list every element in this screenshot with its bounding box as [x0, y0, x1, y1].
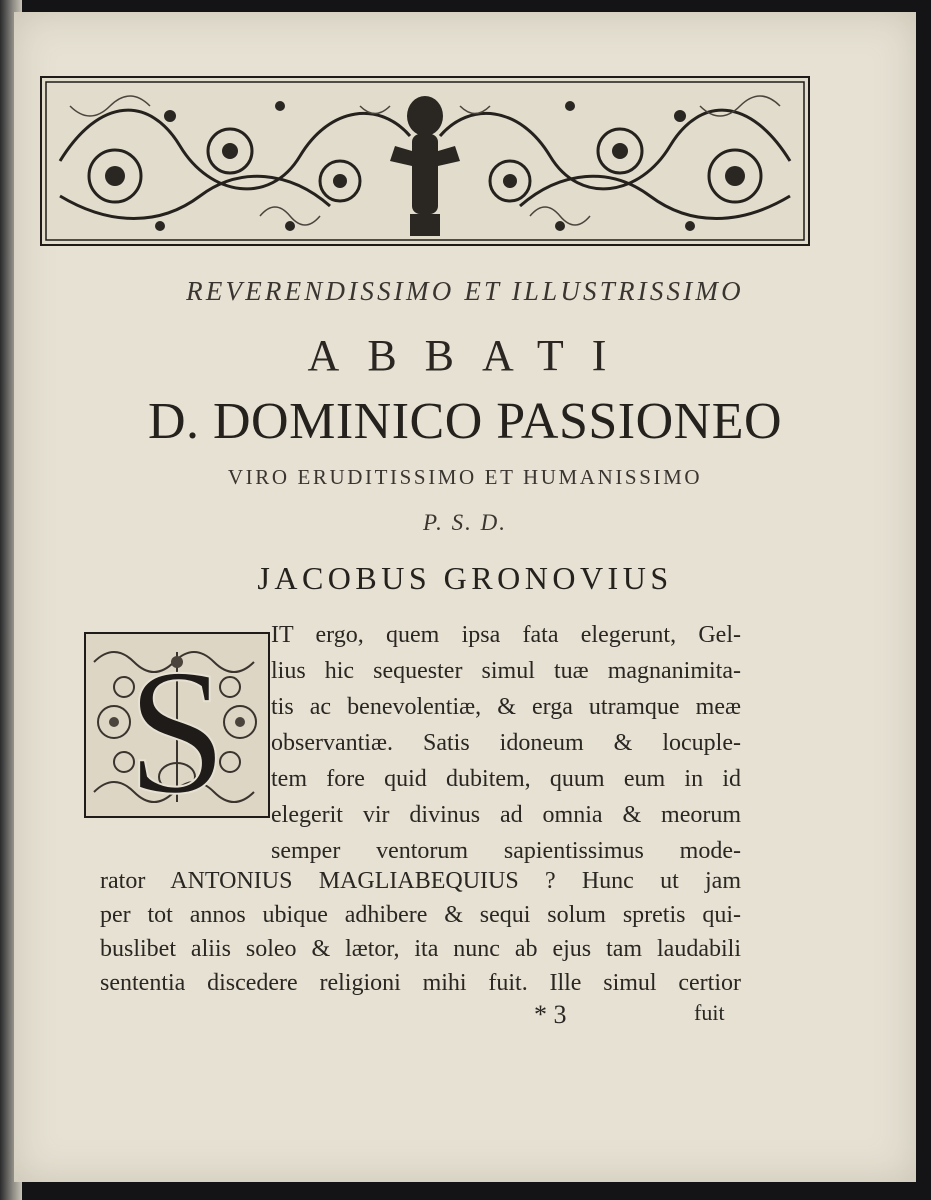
body-line-3: tis ac benevolentiæ, & erga utramque meæ: [271, 694, 741, 720]
body-line-11: sententia discedere religioni mihi fuit. Ille simul certior: [100, 970, 741, 996]
body-line-10: buslibet aliis soleo & lætor, ita nunc ab ejus tam laudabili: [100, 936, 741, 962]
dedication-line-author: JACOBUS GRONOVIUS: [257, 560, 673, 596]
catchword: fuit: [694, 1000, 725, 1025]
book-page: [14, 12, 916, 1182]
dedication-line-reverendissimo: REVERENDISSIMO ET ILLUSTRISSIMO: [186, 276, 744, 306]
body-line-8: rator ANTONIUS MAGLIABEQUIUS ? Hunc ut jam: [100, 868, 741, 894]
signature-mark: * 3: [534, 1000, 567, 1029]
dedication-line-psd: P. S. D.: [423, 510, 507, 535]
body-line-7: semper ventorum sapientissimus mode-: [271, 838, 741, 864]
body-line-2: lius hic sequester simul tuæ magnanimita-: [271, 658, 741, 684]
body-line-1: IT ergo, quem ipsa fata elegerunt, Gel-: [271, 622, 741, 648]
body-line-5: tem fore quid dubitem, quum eum in id: [271, 766, 741, 792]
dedication-line-viro: VIRO ERUDITISSIMO ET HUMANISSIMO: [227, 465, 703, 489]
dedication-line-abbati: ABBATI: [307, 331, 635, 380]
decorated-initial-s: [84, 632, 270, 818]
dedication-line-dominico: D. DOMINICO PASSIONEO: [147, 393, 783, 450]
ornamental-headpiece: [40, 76, 810, 246]
body-line-9: per tot annos ubique adhibere & sequi solum spretis qui-: [100, 902, 741, 928]
body-line-4: observantiæ. Satis idoneum & locuple-: [271, 730, 741, 756]
initial-letter: S: [126, 632, 228, 818]
body-line-6: elegerit vir divinus ad omnia & meorum: [271, 802, 741, 828]
